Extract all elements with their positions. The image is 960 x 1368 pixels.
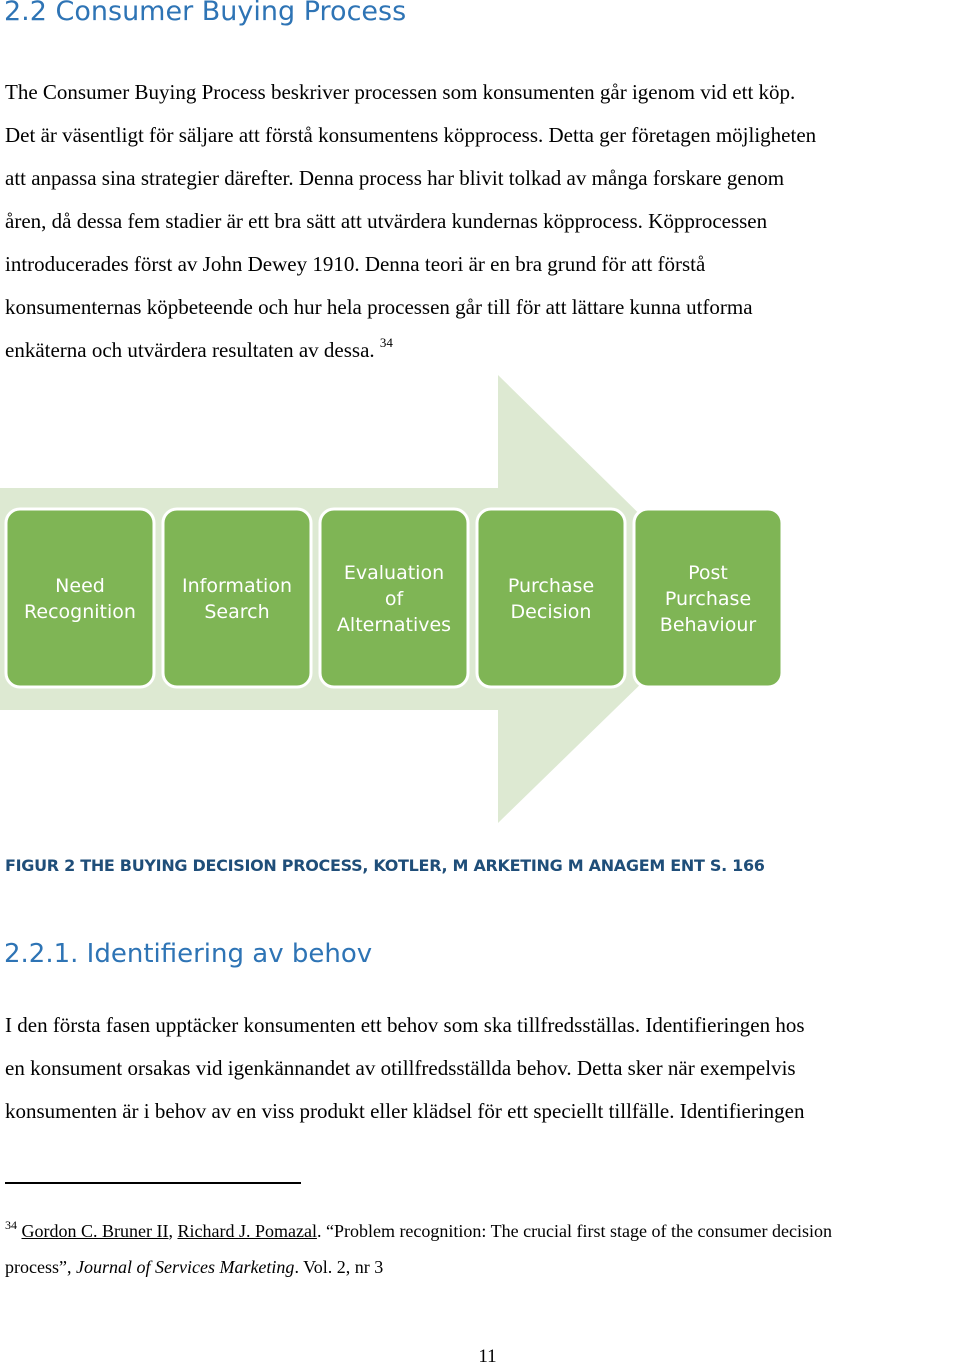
- stage-label: Purchase: [664, 588, 752, 610]
- footnote-journal: Journal of Services Marketing: [75, 1257, 295, 1277]
- stage-box: [477, 509, 625, 687]
- footnote-author-2[interactable]: Richard J. Pomazal: [177, 1221, 317, 1241]
- footnote-line2-end: . Vol. 2, nr 3: [294, 1257, 384, 1277]
- body-line: I den första fasen upptäcker konsumenten ett behov som ska tillfredsställas. Identifieringen hos: [5, 1013, 805, 1037]
- footnote: [5, 1213, 832, 1285]
- stage-label: Purchase: [507, 575, 595, 597]
- intro-line: The Consumer Buying Process beskriver processen som konsumenten går igenom vid ett köp.: [5, 80, 796, 104]
- subsection-heading: 2.2.1. Identifiering av behov: [4, 939, 373, 969]
- intro-line: att anpassa sina strategier därefter. Denna process har blivit tolkad av många forskare genom: [5, 166, 785, 190]
- stage-label: of: [384, 588, 404, 610]
- intro-line-last: [5, 329, 960, 372]
- intro-line: introducerades först av John Dewey 1910. Denna teori är en bra grund för att förstå: [5, 252, 706, 276]
- page-number: 11: [478, 1346, 497, 1367]
- intro-line: Det är väsentligt för säljare att förstå konsumentens köpprocess. Detta ger företagen möjligheten: [5, 123, 817, 147]
- stage-label: Evaluation: [343, 562, 445, 584]
- buying-process-diagram: [0, 370, 800, 830]
- footnote-number: 34: [5, 1218, 17, 1232]
- intro-line: konsumenternas köpbeteende och hur hela processen går till för att lättare kunna utforma: [5, 295, 753, 319]
- stage-box: [6, 509, 154, 687]
- stage-label: Recognition: [24, 601, 136, 623]
- body-line: en konsument orsakas vid igenkännandet av otillfredsställda behov. Detta sker när exempelvis: [5, 1056, 796, 1080]
- footnote-author-1[interactable]: Gordon C. Bruner II: [21, 1221, 169, 1241]
- section-heading: 2.2 Consumer Buying Process: [4, 0, 407, 27]
- footnote-ref[interactable]: 34: [379, 335, 393, 350]
- figure-caption: FIGUR 2 THE BUYING DECISION PROCESS, KOTLER, M ARKETING M ANAGEM ENT S. 166: [5, 856, 765, 875]
- stage-label: Alternatives: [336, 614, 452, 636]
- stage-label: Behaviour: [659, 614, 757, 636]
- footnote-sep: ,: [168, 1221, 178, 1241]
- footnote-title: . “Problem recognition: The crucial first stage of the consumer decision: [316, 1221, 832, 1241]
- footnote-line-1: [5, 1213, 832, 1249]
- body-line: konsumenten är i behov av en viss produkt eller klädsel för ett speciellt tillfälle. Identifieringen: [5, 1099, 805, 1123]
- intro-paragraph: [5, 71, 960, 372]
- intro-line-text: enkäterna och utvärdera resultaten av dessa.: [5, 338, 375, 362]
- stage-label: Search: [204, 601, 270, 623]
- stage-label: Decision: [510, 601, 592, 623]
- footnote-line-2: [5, 1249, 832, 1285]
- stage-box: [163, 509, 311, 687]
- stage-label: Need: [55, 575, 105, 597]
- footnote-line2-start: process”,: [5, 1257, 76, 1277]
- intro-line: åren, då dessa fem stadier är ett bra sätt att utvärdera kundernas köpprocess. Köpprocessen: [5, 209, 768, 233]
- stage-label: Information: [182, 575, 292, 597]
- stage-label: Post: [688, 562, 728, 584]
- footnote-divider: [5, 1182, 301, 1184]
- body-paragraph: [5, 1004, 960, 1133]
